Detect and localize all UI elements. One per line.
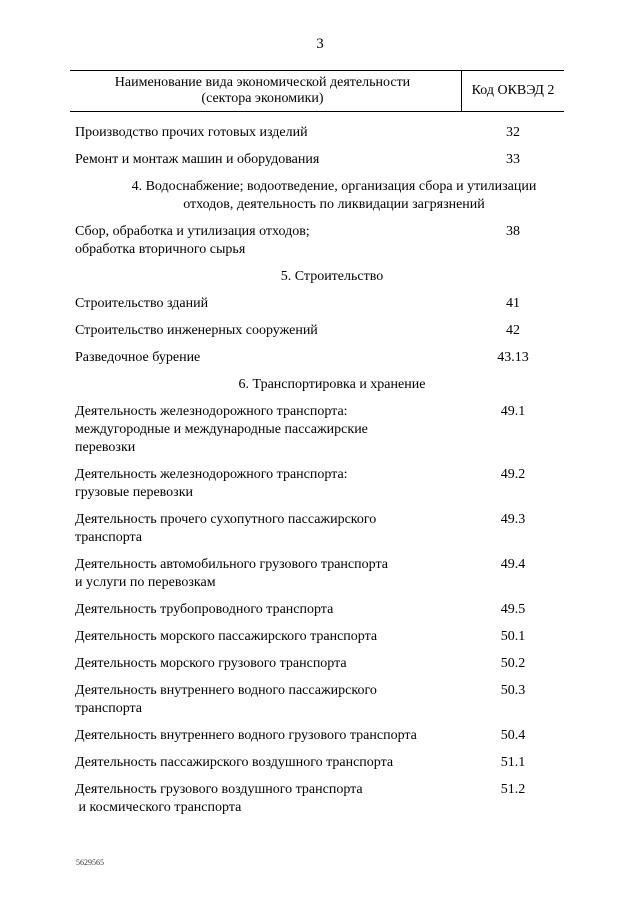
activity-name-line: Деятельность прочего сухопутного пассажирского (75, 512, 377, 527)
okved-code: 49.2 (500, 467, 526, 482)
activity-name-line: Производство прочих готовых изделий (75, 125, 308, 140)
section-heading-line: отходов, деятельность по ликвидации загрязнений (183, 197, 485, 212)
activity-name (70, 349, 462, 367)
activity-name-line: Деятельность пассажирского воздушного транспорта (75, 755, 394, 770)
table-row (70, 754, 564, 772)
activity-name (70, 322, 462, 340)
header-code-column: Код ОКВЭД 2 (461, 71, 564, 111)
activity-name (70, 403, 462, 457)
okved-code: 41 (506, 296, 520, 311)
activity-name-line: Ремонт и монтаж машин и оборудования (75, 152, 320, 167)
activity-name-line: Деятельность грузового воздушного транспорта (75, 782, 363, 797)
table-row (70, 682, 564, 718)
activity-name-line: Строительство инженерных сооружений (75, 323, 318, 338)
activity-name-line: Строительство зданий (75, 296, 209, 311)
table-row (70, 151, 564, 169)
activity-name-line: и космического транспорта (75, 800, 242, 815)
activity-name-line: Деятельность внутреннего водного пассажирского (75, 683, 377, 698)
activity-name (70, 511, 462, 547)
activity-name-line: Разведочное бурение (75, 350, 201, 365)
activity-name (70, 754, 462, 772)
activity-name (70, 682, 462, 718)
activity-name-line: междугородные и международные пассажирские (75, 422, 368, 437)
okved-code: 50.2 (500, 656, 526, 671)
activity-name (70, 124, 462, 142)
table-row (70, 295, 564, 313)
activity-name (70, 727, 462, 745)
table-row (70, 727, 564, 745)
activity-name (70, 223, 462, 259)
section-heading (70, 268, 564, 286)
table-row (70, 511, 564, 547)
header-name-line1: Наименование вида экономической деятельности (114, 75, 411, 90)
activity-name-line: Деятельность внутреннего водного грузового транспорта (75, 728, 417, 743)
okved-code: 33 (506, 152, 520, 167)
table-row (70, 403, 564, 457)
okved-code: 50.4 (500, 728, 526, 743)
okved-code: 43.13 (497, 350, 529, 365)
activity-name-line: грузовые перевозки (75, 485, 193, 500)
okved-code: 51.2 (500, 782, 526, 797)
okved-code: 51.1 (500, 755, 526, 770)
activity-name-line: Сбор, обработка и утилизация отходов; (75, 224, 310, 239)
activity-name-line: Деятельность железнодорожного транспорта: (75, 404, 348, 419)
activity-name-line: транспорта (75, 701, 143, 716)
okved-code: 38 (506, 224, 520, 239)
okved-code: 42 (506, 323, 520, 338)
table-row (70, 601, 564, 619)
header-name-line2: (сектора экономики) (201, 91, 324, 106)
section-heading (70, 178, 564, 214)
section-heading-line: 4. Водоснабжение; водоотведение, организация сбора и утилизации (131, 179, 537, 194)
activity-name (70, 151, 462, 169)
section-heading-line: 6. Транспортировка и хранение (238, 377, 426, 392)
activity-name-line: обработка вторичного сырья (75, 242, 246, 257)
okved-code: 50.3 (500, 683, 526, 698)
section-heading (70, 376, 564, 394)
activity-name-line: Деятельность железнодорожного транспорта: (75, 467, 348, 482)
activity-name (70, 601, 462, 619)
activity-name-line: Деятельность автомобильного грузового транспорта (75, 557, 388, 572)
table-row (70, 628, 564, 646)
okved-table (70, 70, 564, 815)
activity-name (70, 628, 462, 646)
activity-name-line: и услуги по перевозкам (75, 575, 216, 590)
okved-code: 49.1 (500, 404, 526, 419)
okved-code: 32 (506, 125, 520, 140)
activity-name (70, 781, 462, 817)
table-row (70, 223, 564, 259)
okved-code: 49.3 (500, 512, 526, 527)
activity-name-line: Деятельность трубопроводного транспорта (75, 602, 334, 617)
activity-name-line: Деятельность морского пассажирского транспорта (75, 629, 378, 644)
header-name-column (70, 71, 461, 111)
okved-code: 49.5 (500, 602, 526, 617)
section-heading-line: 5. Строительство (280, 269, 384, 284)
table-body (70, 124, 564, 826)
activity-name-line: транспорта (75, 530, 143, 545)
table-header (70, 70, 564, 112)
table-row (70, 556, 564, 592)
table-row (70, 655, 564, 673)
okved-code: 50.1 (500, 629, 526, 644)
activity-name-line: перевозки (75, 440, 136, 455)
table-row (70, 124, 564, 142)
footer-document-code: 5629565 (76, 858, 104, 867)
table-row (70, 349, 564, 367)
page-number: 3 (316, 36, 324, 52)
activity-name (70, 556, 462, 592)
activity-name-line: Деятельность морского грузового транспорта (75, 656, 347, 671)
activity-name (70, 655, 462, 673)
activity-name (70, 466, 462, 502)
table-row (70, 466, 564, 502)
table-row (70, 322, 564, 340)
okved-code: 49.4 (500, 557, 526, 572)
table-row (70, 781, 564, 817)
activity-name (70, 295, 462, 313)
